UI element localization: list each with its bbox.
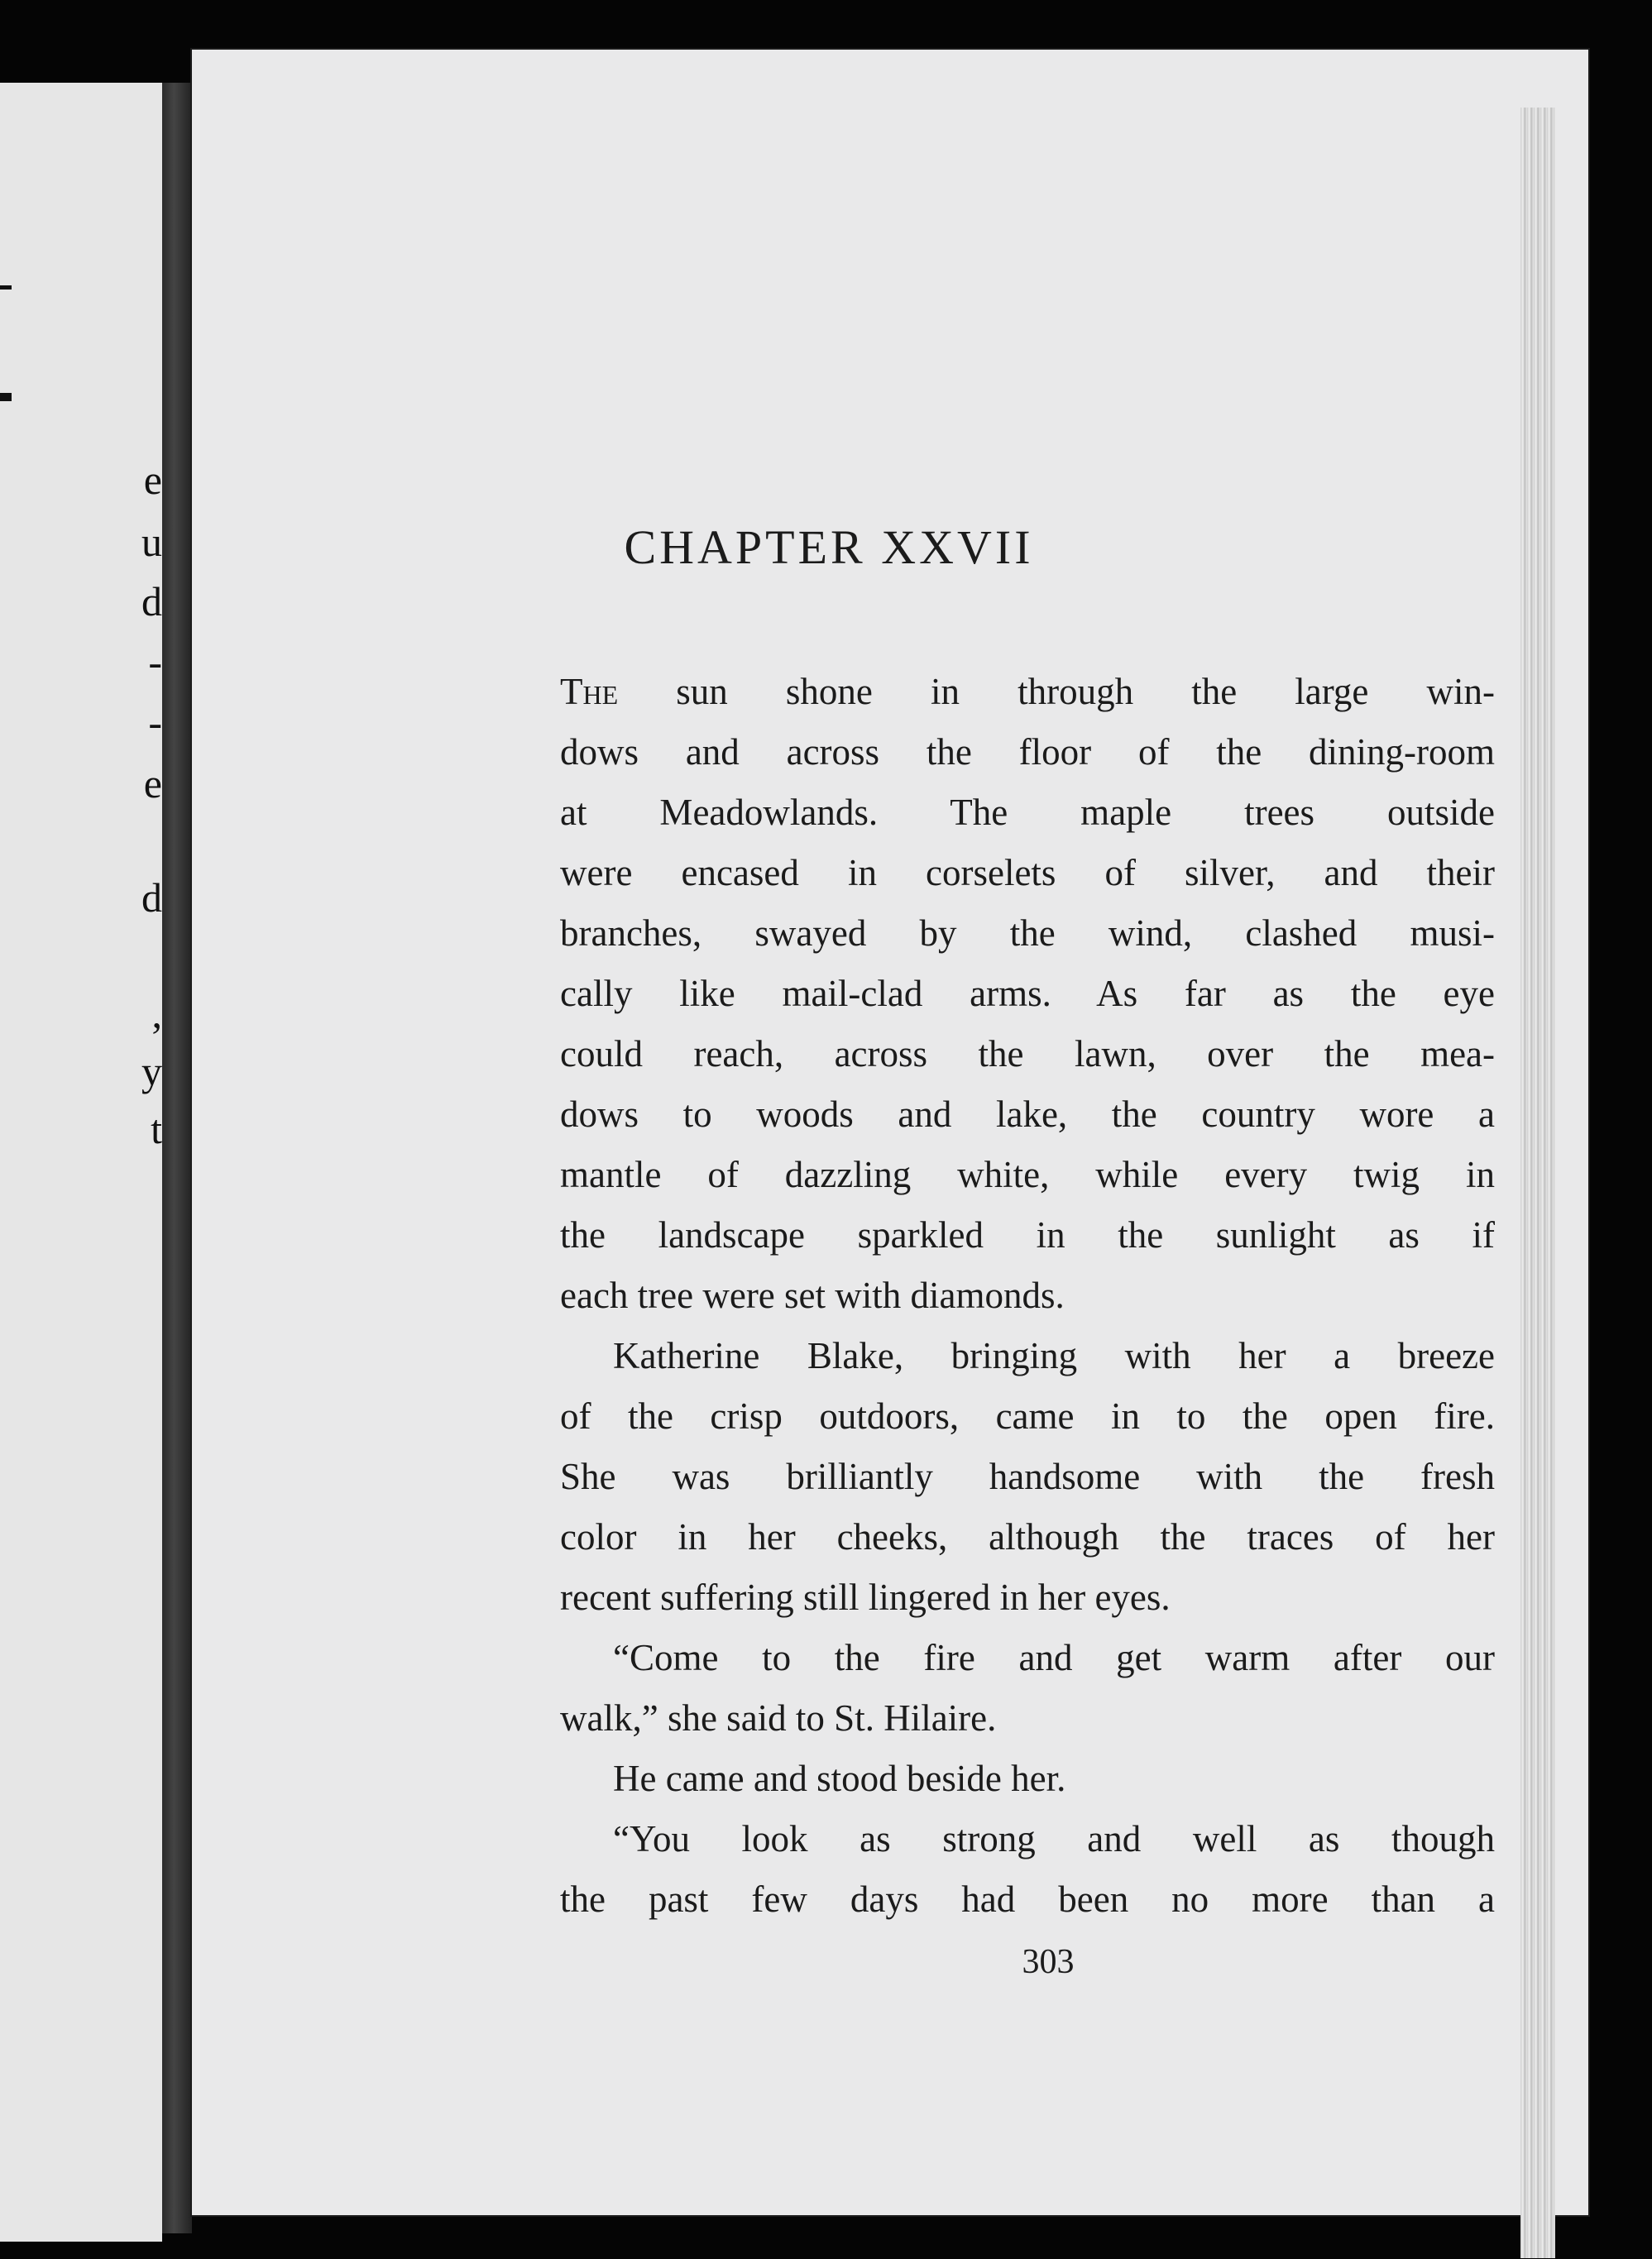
text-line: at Meadowlands. The maple trees outside (560, 792, 1495, 833)
text-line: dows to woods and lake, the country wore a (560, 1094, 1495, 1135)
left-page-fragment: d (141, 578, 162, 625)
paragraph (560, 1326, 1495, 1628)
page-edge-stack (1520, 108, 1555, 2258)
page-body (560, 662, 1495, 1930)
left-page-dash (0, 285, 12, 290)
page-number: 303 (1022, 1943, 1075, 1981)
text-line: mantle of dazzling white, while every twig in (560, 1154, 1495, 1195)
left-page-fragment: e (143, 760, 162, 806)
text-line: He came and stood beside her. (613, 1758, 1066, 1799)
text-line: walk,” she said to St. Hilaire. (560, 1697, 997, 1739)
book-page (192, 50, 1588, 2215)
left-page-fragment: - (148, 639, 162, 685)
text-line: branches, swayed by the wind, clashed musi- (560, 912, 1495, 954)
left-page-fragment: e (143, 457, 162, 503)
text-line: The sun shone in through the large win- (560, 671, 1495, 712)
text-line: “You look as strong and well as though (613, 1818, 1495, 1859)
text-line: the past few days had been no more than a (560, 1879, 1495, 1920)
paragraph (560, 1809, 1495, 1930)
text-line: the landscape sparkled in the sunlight as if (560, 1214, 1495, 1256)
left-page-double-dash (0, 393, 12, 401)
text-line: color in her cheeks, although the traces of her (560, 1516, 1495, 1558)
book-gutter (162, 83, 192, 2233)
text-line: of the crisp outdoors, came in to the open fire. (560, 1395, 1495, 1437)
text-line: could reach, across the lawn, over the mea- (560, 1033, 1495, 1074)
paragraph (560, 1749, 1495, 1809)
text-line: cally like mail-clad arms. As far as the eye (560, 973, 1495, 1014)
left-page-fragment: - (148, 699, 162, 745)
left-page-fragment: d (141, 874, 162, 921)
left-page-fragment: , (151, 990, 162, 1036)
left-page-fragment: y (141, 1048, 162, 1094)
paragraph (560, 662, 1495, 1326)
paragraph (560, 1628, 1495, 1749)
left-page-fragment: u (141, 519, 162, 565)
facing-page-fragment (0, 83, 162, 2242)
text-line: recent suffering still lingered in her eyes. (560, 1577, 1171, 1618)
text-line: She was brilliantly handsome with the fresh (560, 1456, 1495, 1497)
text-line: dows and across the floor of the dining-room (560, 731, 1495, 773)
text-line: each tree were set with diamonds. (560, 1275, 1065, 1316)
chapter-title: CHAPTER XXVII (624, 520, 1034, 574)
text-line: “Come to the fire and get warm after our (613, 1637, 1495, 1678)
left-page-fragment: t (151, 1106, 162, 1152)
text-line: were encased in corselets of silver, and their (560, 852, 1495, 893)
text-line: Katherine Blake, bringing with her a breeze (613, 1335, 1495, 1376)
